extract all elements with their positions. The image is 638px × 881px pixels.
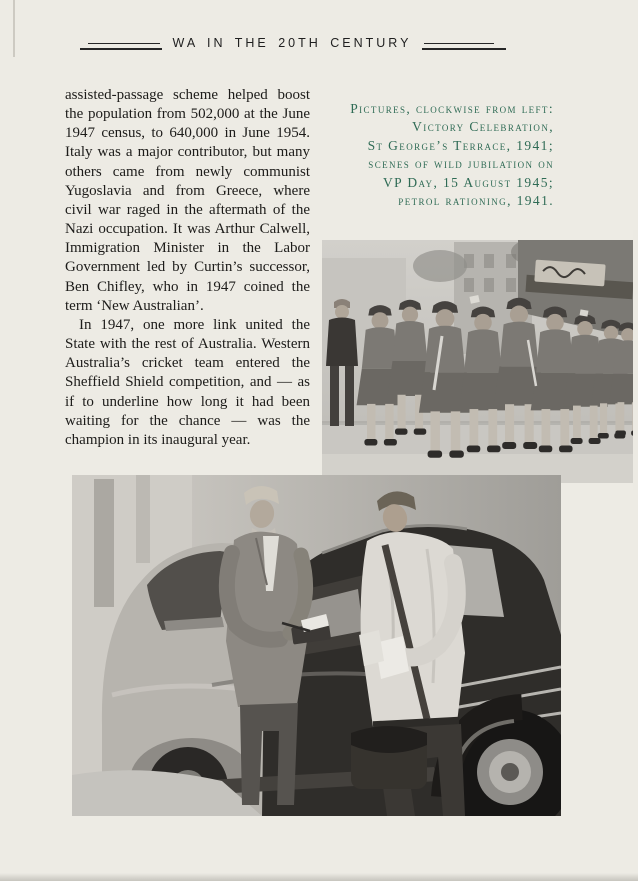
photo-caption xyxy=(350,100,554,210)
page-header xyxy=(78,36,508,50)
caption-line: Pictures, clockwise from left: xyxy=(350,101,554,116)
scan-edge-artifact xyxy=(13,0,15,57)
caption-line: VP Day, 15 August 1945; xyxy=(382,174,554,190)
article-paragraph: assisted-passage scheme helped boost the population from 502,000 at the June 1947 census, to 640,000 in June 1954. Italy was a major contributor, but many others came from newly communist Yugoslavia and from Greece, where civil war raged in the aftermath of the Nazi occupation. It was Arthur Calwell, Immigration Minister in the Labor Government led by Curtin’s successor, Ben Chifley, who in 1947 coined the term ‘New Australian’. xyxy=(65,87,310,314)
caption-line: Victory Celebration, xyxy=(412,119,554,135)
photo-victory-celebration xyxy=(322,240,633,483)
header-rule-left xyxy=(80,43,162,50)
photo-petrol-rationing xyxy=(72,475,561,816)
caption-line: petrol rationing, 1941. xyxy=(398,193,554,209)
photo-illustration xyxy=(322,240,633,483)
header-rule-right xyxy=(422,43,506,50)
article-text xyxy=(65,86,310,450)
scan-edge-artifact xyxy=(0,873,638,881)
scan-edge-artifact xyxy=(633,230,638,490)
caption-line: St George’s Terrace, 1941; xyxy=(367,137,554,153)
caption-line: scenes of wild jubilation on xyxy=(368,156,554,172)
photo-illustration xyxy=(72,475,561,816)
article-paragraph: In 1947, one more link united the State with the rest of Australia. Western Australia’s cricket team entered the Sheffield Shield competition, and — as if to underline how long it had been waiting for the chance — was the champion in its inaugural year. xyxy=(65,316,310,448)
page-title: WA IN THE 20TH CENTURY xyxy=(172,36,412,50)
